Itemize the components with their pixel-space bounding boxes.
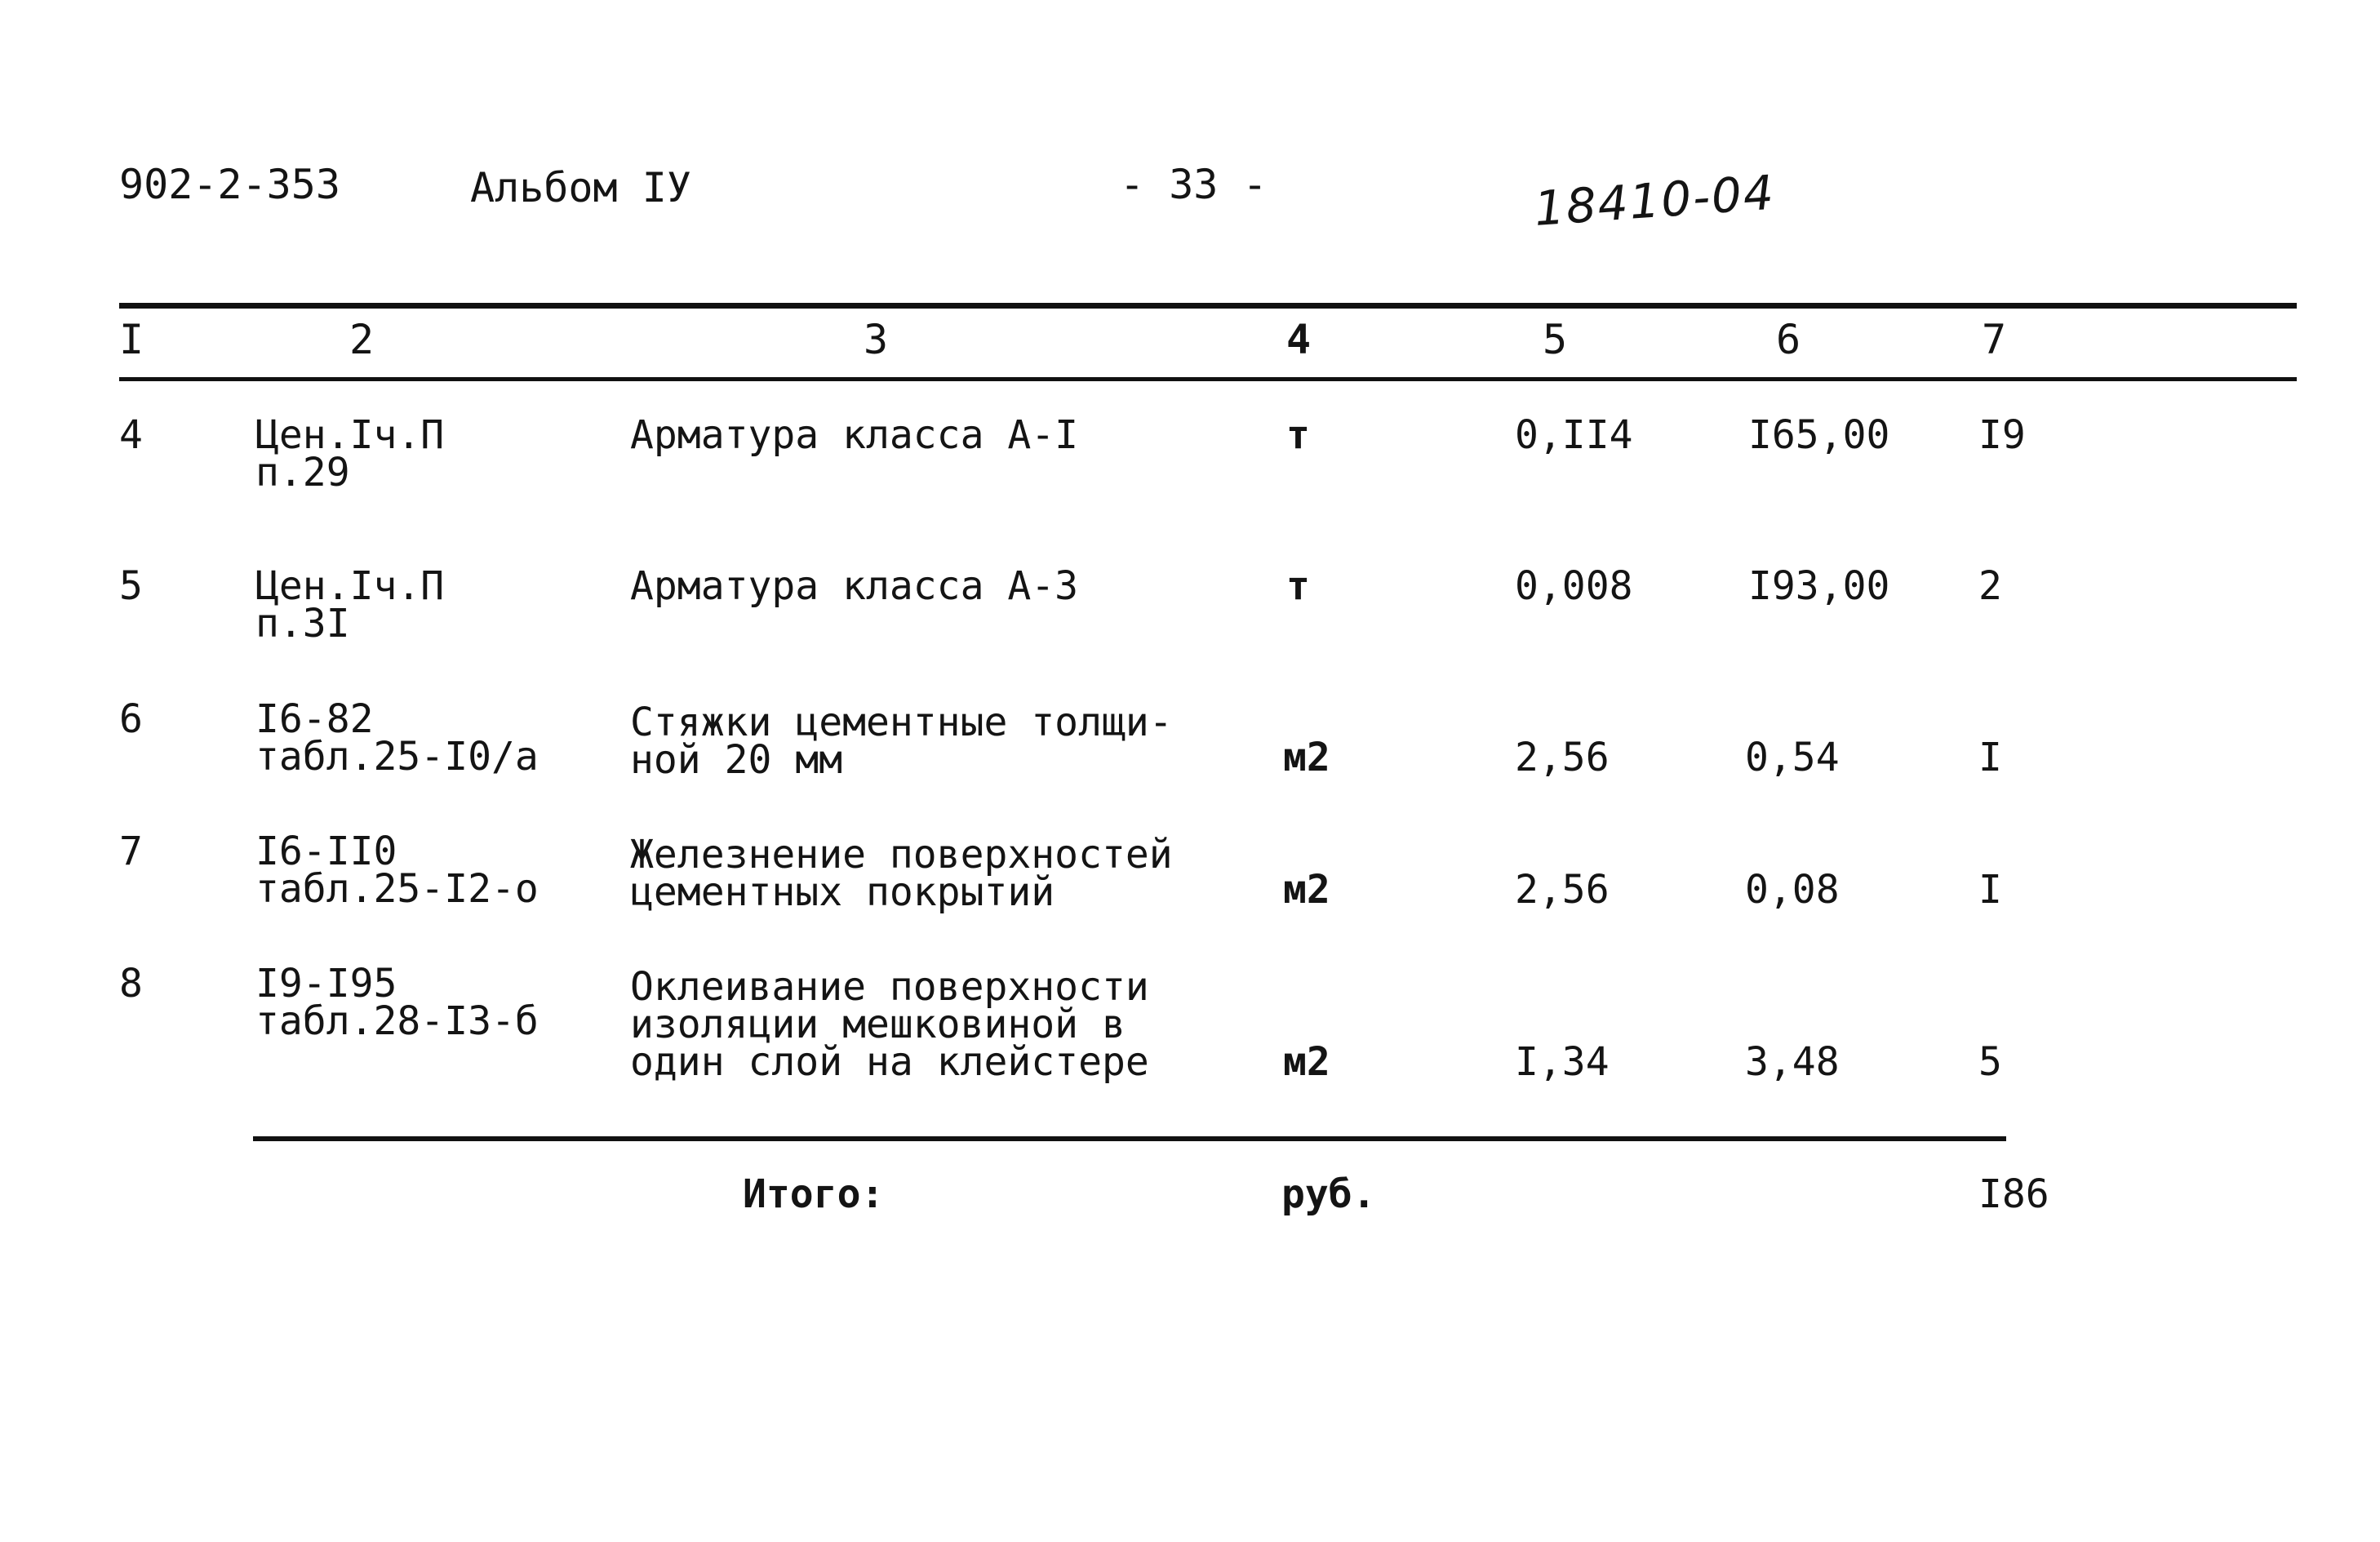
norm-reference: I6-II0 табл.25-I2-о bbox=[255, 829, 539, 912]
column-number: 6 bbox=[1776, 316, 1801, 363]
summary-total: I86 bbox=[1978, 1171, 2049, 1217]
unit-price: 0,08 bbox=[1745, 867, 1840, 913]
table-bottom-rule bbox=[253, 1136, 2006, 1141]
work-name: Оклеивание поверхности изоляции мешковиной в один слой на клейстере bbox=[630, 964, 1149, 1085]
work-name: Железнение поверхностей цементных покрытий bbox=[630, 832, 1173, 915]
unit: м2 bbox=[1283, 1039, 1330, 1085]
summary-unit: руб. bbox=[1281, 1171, 1376, 1217]
column-number: 4 bbox=[1286, 316, 1312, 363]
column-number: 3 bbox=[864, 316, 889, 363]
column-number: 2 bbox=[349, 316, 375, 363]
page-number: - 33 - bbox=[1120, 161, 1268, 208]
norm-reference: Цен.Iч.П п.29 bbox=[255, 412, 445, 495]
album-label: Альбом IУ bbox=[470, 164, 691, 211]
total-cost: I9 bbox=[1978, 412, 2026, 458]
column-number: I bbox=[119, 316, 144, 363]
column-number: 5 bbox=[1543, 316, 1568, 363]
row-number: 7 bbox=[119, 829, 143, 874]
table-header-rule bbox=[119, 377, 2297, 381]
column-number: 7 bbox=[1982, 316, 2007, 363]
work-name: Стяжки цементные толщи- ной 20 мм bbox=[630, 700, 1173, 783]
document-code: 902-2-353 bbox=[119, 161, 340, 208]
handwritten-number: 18410-04 bbox=[1532, 164, 1777, 237]
work-name: Арматура класса А-I bbox=[630, 412, 1079, 458]
unit: м2 bbox=[1283, 867, 1330, 913]
row-number: 8 bbox=[119, 961, 143, 1007]
quantity: 2,56 bbox=[1515, 867, 1610, 913]
row-number: 4 bbox=[119, 412, 143, 458]
summary-label: Итого: bbox=[743, 1171, 885, 1217]
row-number: 5 bbox=[119, 563, 143, 609]
unit-price: I93,00 bbox=[1748, 563, 1890, 609]
quantity: I,34 bbox=[1515, 1039, 1610, 1085]
unit: м2 bbox=[1283, 735, 1330, 780]
norm-reference: Цен.Iч.П п.3I bbox=[255, 563, 445, 647]
total-cost: I bbox=[1978, 735, 2002, 780]
quantity: 2,56 bbox=[1515, 735, 1610, 780]
unit-price: I65,00 bbox=[1748, 412, 1890, 458]
work-name: Арматура класса А-3 bbox=[630, 563, 1079, 609]
row-number: 6 bbox=[119, 696, 143, 742]
total-cost: 2 bbox=[1978, 563, 2002, 609]
quantity: 0,008 bbox=[1515, 563, 1633, 609]
unit: т bbox=[1286, 412, 1310, 458]
total-cost: 5 bbox=[1978, 1039, 2002, 1085]
unit: т bbox=[1286, 563, 1310, 609]
quantity: 0,II4 bbox=[1515, 412, 1633, 458]
unit-price: 3,48 bbox=[1745, 1039, 1840, 1085]
norm-reference: I9-I95 табл.28-I3-б bbox=[255, 961, 539, 1044]
table-top-rule bbox=[119, 303, 2297, 309]
norm-reference: I6-82 табл.25-I0/а bbox=[255, 696, 539, 780]
unit-price: 0,54 bbox=[1745, 735, 1840, 780]
total-cost: I bbox=[1978, 867, 2002, 913]
